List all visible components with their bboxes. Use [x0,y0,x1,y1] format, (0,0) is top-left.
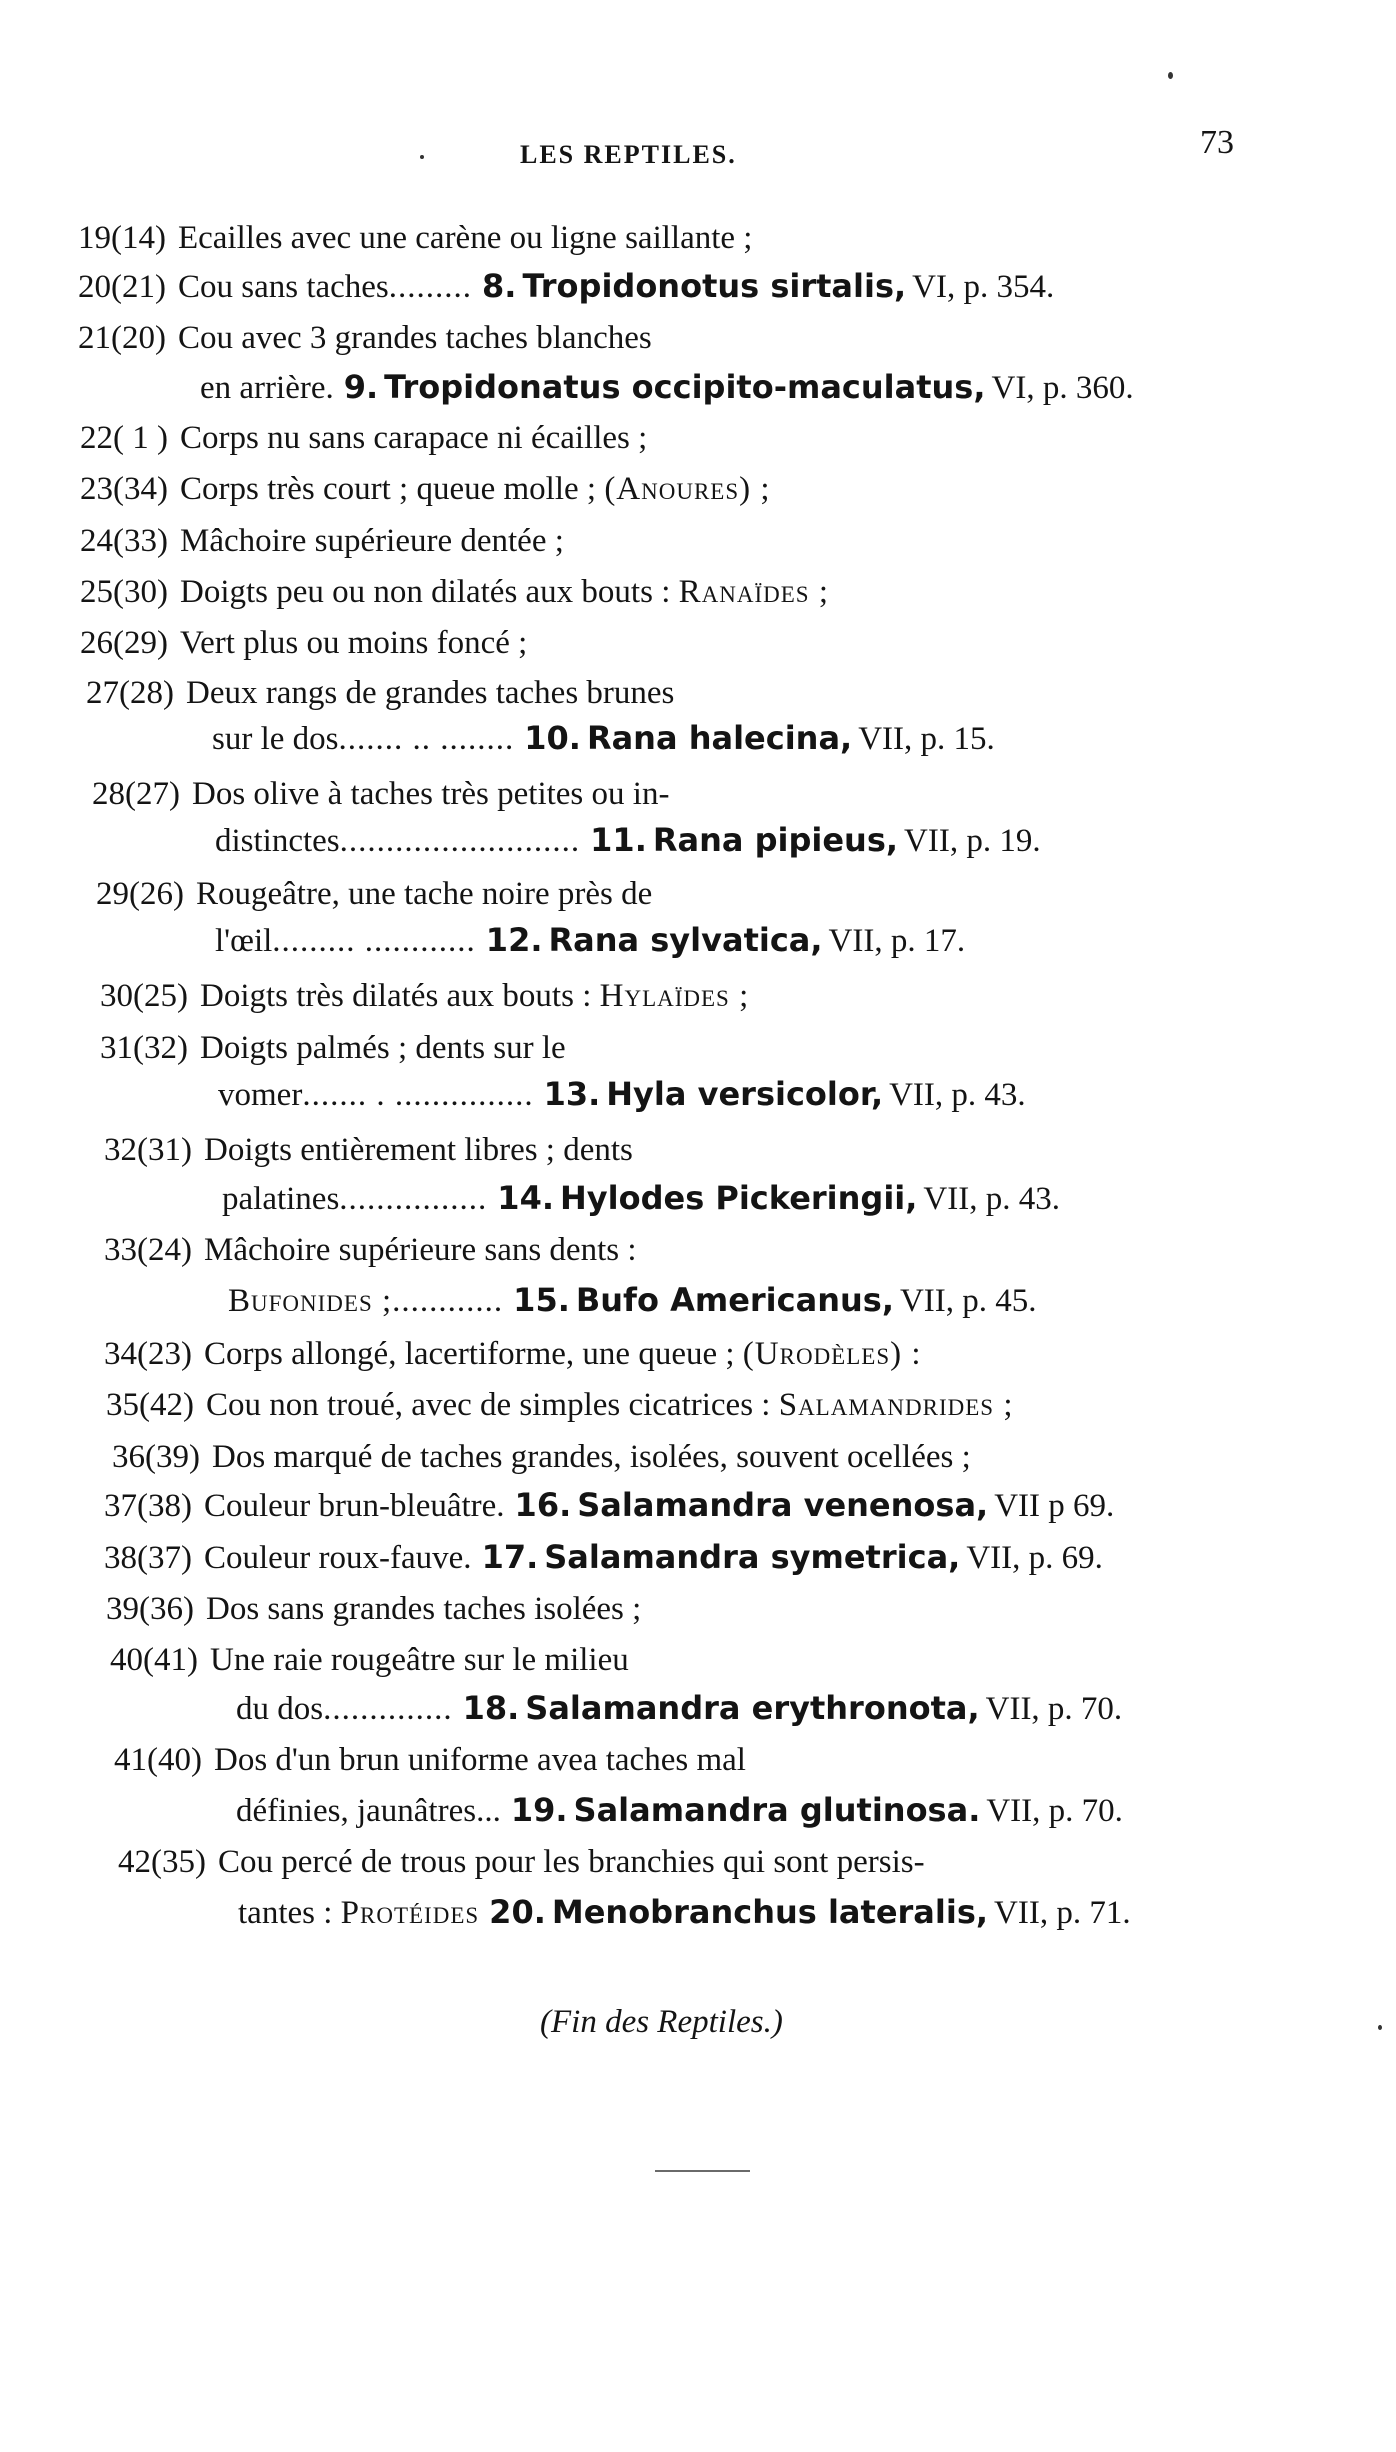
species-number: 15. [513,1281,570,1319]
entry-text: définies, jaunâtres... [236,1793,501,1829]
group-name: Bufonides ; [228,1283,393,1319]
volume-page-reference: VII, p. 19. [904,823,1041,859]
entry-number: 27(28) [86,675,174,711]
key-entry-continuation [215,820,1041,861]
volume-page-reference: VII, p. 43. [889,1077,1026,1113]
entry-number: 31(32) [100,1030,188,1066]
ink-speck [1378,2025,1382,2030]
volume-page-reference: VII, p. 45. [899,1283,1037,1319]
key-entry [112,1437,971,1477]
entry-text: Corps allongé, lacertiforme, une queue ; [203,1336,735,1372]
species-number: 16. [514,1486,572,1524]
group-name: (Anoures) ; [604,471,771,507]
key-entry [78,318,652,358]
entry-number: 34(23) [104,1336,192,1372]
entry-text: Vert plus ou moins foncé ; [179,625,528,661]
species-number: 13. [543,1075,601,1113]
species-number: 17. [481,1538,539,1576]
species-name: Rana halecina, [586,719,853,757]
entry-number: 42(35) [118,1844,206,1880]
entry-number: 25(30) [80,574,168,610]
entry-text: Une raie rougeâtre sur le milieu [209,1642,629,1678]
volume-page-reference: VII, p. 70. [986,1793,1123,1829]
entry-text: l'œil [215,923,273,959]
key-entry-continuation [238,1892,1131,1933]
leader-dots: ....... . ............... [302,1077,534,1113]
entry-text: Rougeâtre, une tache noire près de [195,876,653,912]
key-entry [78,218,752,258]
key-entry [80,469,771,509]
entry-text: vomer [218,1077,303,1113]
ink-speck [1168,72,1173,79]
leader-dots: ................ [339,1181,488,1217]
species-number: 9. [343,368,379,406]
entry-text: distinctes [215,823,340,859]
key-entry [104,1485,1114,1526]
volume-page-reference: VI, p. 360. [991,370,1134,406]
species-name: Rana sylvatica, [548,921,823,959]
volume-page-reference: VII, p. 17. [828,923,966,959]
group-name: Hylaïdes ; [599,978,750,1014]
key-entry [80,418,647,458]
entry-number: 22( 1 ) [80,420,168,456]
key-entry [80,521,564,561]
species-number: 19. [510,1791,568,1829]
entry-text: Mâchoire supérieure dentée ; [179,523,564,559]
entry-number: 19(14) [78,220,166,256]
entry-number: 32(31) [104,1132,192,1168]
key-entry [104,1537,1103,1578]
volume-page-reference: VII, p. 43. [923,1181,1060,1217]
key-entry [104,1230,637,1270]
species-number: 14. [497,1179,554,1217]
key-entry [118,1842,925,1882]
entry-text: Couleur roux-fauve. [203,1540,472,1576]
volume-page-reference: VII, p. 71. [994,1895,1131,1931]
entry-text: Dos olive à taches très petites ou in- [191,776,670,812]
group-name: (Urodèles) : [742,1336,922,1372]
key-entry [80,623,527,663]
ink-speck [420,155,424,159]
species-number: 10. [524,719,581,757]
key-entry [106,1589,641,1629]
entry-text: Cou non troué, avec de simples cicatrices : [205,1387,771,1423]
species-name: Tropidonatus occipito-maculatus, [384,368,986,406]
species-name: Rana pipieus, [652,821,899,859]
key-entry-continuation [236,1688,1122,1729]
key-entry-continuation [200,367,1134,408]
volume-page-reference: VI, p. 354. [912,269,1055,305]
species-name: Hyla versicolor, [606,1075,884,1113]
key-entry-continuation [222,1178,1060,1219]
leader-dots: ....... .. ........ [338,721,515,757]
entry-number: 23(34) [80,471,168,507]
entry-number: 41(40) [114,1742,202,1778]
species-number: 11. [590,821,647,859]
key-entry [110,1640,629,1680]
species-name: Salamandra venenosa, [577,1486,989,1524]
page-number: 73 [1200,124,1234,161]
entry-number: 21(20) [78,320,166,356]
volume-page-reference: VII p 69. [994,1488,1115,1524]
entry-number: 30(25) [100,978,188,1014]
entry-text: Cou percé de trous pour les branchies qui sont persis- [217,1844,925,1880]
key-entry [104,1334,922,1374]
entry-text: Doigts très dilatés aux bouts : [199,978,592,1014]
key-entry-continuation [212,718,995,759]
entry-text: Doigts palmés ; dents sur le [199,1030,566,1066]
running-head: LES REPTILES. [520,140,737,169]
key-entry-continuation [215,920,965,961]
entry-text: Dos d'un brun uniforme avea taches mal [213,1742,746,1778]
leader-dots: .......................... [339,823,581,859]
entry-text: Ecailles avec une carène ou ligne saillante ; [177,220,753,256]
species-number: 18. [462,1689,520,1727]
group-name: Salamandrides ; [778,1387,1014,1423]
entry-number: 24(33) [80,523,168,559]
entry-number: 29(26) [96,876,184,912]
volume-page-reference: VII, p. 70. [985,1691,1123,1727]
key-entry-continuation [236,1790,1123,1831]
leader-dots: ......... [388,269,473,305]
entry-text: Cou sans taches [177,269,389,305]
entry-text: en arrière. [200,370,334,406]
entry-text: Cou avec 3 grandes taches blanches [177,320,652,356]
key-entry [78,266,1054,307]
entry-number: 37(38) [104,1488,192,1524]
entry-text: Corps nu sans carapace ni écailles ; [179,420,648,456]
species-number: 20. [489,1893,546,1931]
species-name: Salamandra symetrica, [544,1538,961,1576]
volume-page-reference: VII, p. 15. [858,721,995,757]
leader-dots: .............. [323,1691,453,1727]
key-entry [80,572,829,612]
group-name: Protéides [340,1895,480,1931]
closing-rule [655,2170,750,2172]
leader-dots: ............ [392,1283,504,1319]
key-entry [100,976,749,1016]
entry-number: 33(24) [104,1232,192,1268]
species-name: Salamandra erythronota, [525,1689,980,1727]
entry-text: Deux rangs de grandes taches brunes [185,675,675,711]
group-name: Ranaïdes ; [678,574,829,610]
species-name: Salamandra glutinosa. [573,1791,981,1829]
entry-text: Mâchoire supérieure sans dents : [203,1232,637,1268]
key-entry [92,774,669,814]
entry-text: palatines [222,1181,340,1217]
volume-page-reference: VII, p. 69. [966,1540,1103,1576]
entry-text: du dos [236,1691,324,1727]
key-entry [106,1385,1014,1425]
key-entry [86,673,674,713]
leader-dots: ......... ............ [272,923,476,959]
entry-number: 28(27) [92,776,180,812]
species-number: 12. [485,921,543,959]
entry-text: Dos sans grandes taches isolées ; [205,1591,642,1627]
entry-number: 20(21) [78,269,166,305]
entry-text: Corps très court ; queue molle ; [179,471,597,507]
entry-number: 39(36) [106,1591,194,1627]
entry-text: Doigts peu ou non dilatés aux bouts : [179,574,671,610]
species-name: Bufo Americanus, [575,1281,894,1319]
species-name: Hylodes Pickeringii, [559,1179,918,1217]
entry-text: Doigts entièrement libres ; dents [203,1132,633,1168]
key-entry [100,1028,566,1068]
species-name: Menobranchus lateralis, [551,1893,989,1931]
end-note: (Fin des Reptiles.) [540,2004,783,2040]
key-entry [104,1130,633,1170]
key-entry-continuation [228,1280,1037,1321]
key-entry-continuation [218,1074,1026,1115]
key-entry [114,1740,746,1780]
species-name: Tropidonotus sirtalis, [522,267,907,305]
entry-text: Dos marqué de taches grandes, isolées, souvent ocellées ; [211,1439,971,1475]
entry-number: 40(41) [110,1642,198,1678]
entry-number: 26(29) [80,625,168,661]
entry-number: 38(37) [104,1540,192,1576]
entry-number: 35(42) [106,1387,194,1423]
entry-text: Couleur brun-bleuâtre. [203,1488,505,1524]
species-number: 8. [482,267,517,305]
entry-number: 36(39) [112,1439,200,1475]
entry-text: tantes : [238,1895,333,1931]
key-entry [96,874,652,914]
entry-text: sur le dos [212,721,339,757]
